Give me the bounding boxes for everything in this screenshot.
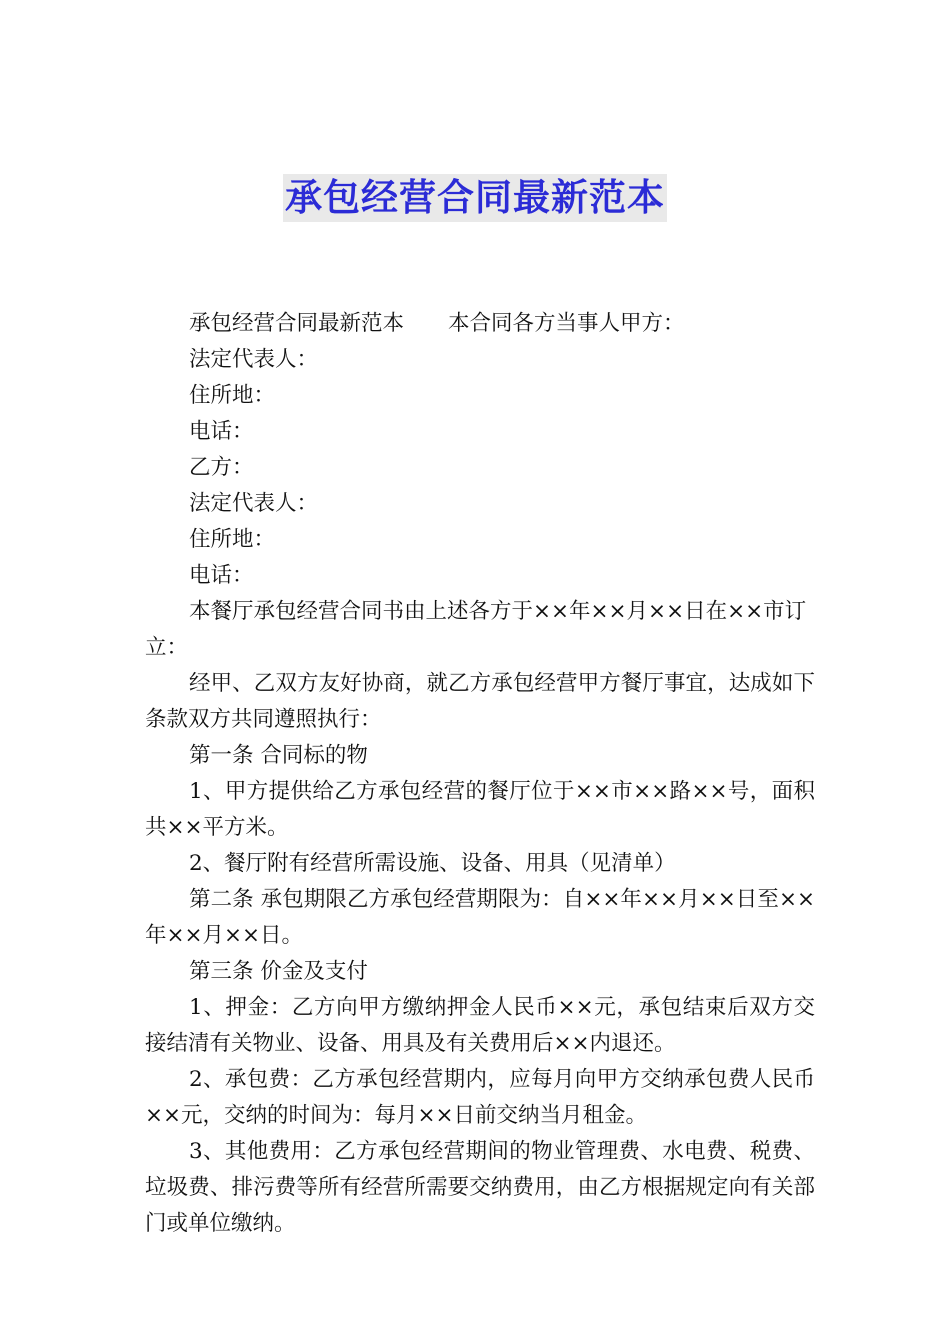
intro-right: 本合同各方当事人甲方： — [448, 311, 685, 336]
article-3-clause-3: 3、其他费用：乙方承包经营期间的物业管理费、水电费、税费、垃圾费、排污费等所有经营所需要交纳费用，由乙方根据规定向有关部门或单位缴纳。 — [145, 1139, 815, 1236]
paragraph-jia-phone: 电话： — [189, 419, 254, 444]
article-3-clause-2: 2、承包费：乙方承包经营期内，应每月向甲方交纳承包费人民币××元，交纳的时间为：每月××日前交纳当月租金。 — [145, 1067, 815, 1128]
paragraph-yi-representative: 法定代表人： — [189, 491, 319, 516]
title-container — [0, 174, 950, 222]
article-1-heading: 第一条 合同标的物 — [189, 743, 368, 768]
paragraph-yi-party: 乙方： — [189, 455, 254, 480]
article-1-clause-2: 2、餐厅附有经营所需设施、设备、用具（见清单） — [189, 851, 676, 876]
article-3-clause-1: 1、押金：乙方向甲方缴纳押金人民币××元，承包结束后双方交接结清有关物业、设备、用具及有关费用后××内退还。 — [145, 995, 815, 1056]
document-body — [145, 306, 815, 1242]
intro-left: 承包经营合同最新范本 — [189, 311, 405, 336]
article-2-heading: 第二条 承包期限乙方承包经营期限为：自××年××月××日至××年××月××日。 — [145, 887, 815, 948]
paragraph-jia-representative: 法定代表人： — [189, 347, 319, 372]
paragraph-jia-address: 住所地： — [189, 383, 276, 408]
document-title: 承包经营合同最新范本 — [283, 174, 667, 222]
article-1-clause-1: 1、甲方提供给乙方承包经营的餐厅位于××市××路××号，面积共××平方米。 — [145, 779, 815, 840]
paragraph-yi-phone: 电话： — [189, 563, 254, 588]
article-3-heading: 第三条 价金及支付 — [189, 959, 368, 984]
paragraph-yi-address: 住所地： — [189, 527, 276, 552]
paragraph-contract-signing: 本餐厅承包经营合同书由上述各方于××年××月××日在××市订立： — [145, 599, 807, 660]
paragraph-agreement: 经甲、乙双方友好协商，就乙方承包经营甲方餐厅事宜，达成如下条款双方共同遵照执行： — [145, 671, 815, 732]
intro-line — [145, 306, 815, 342]
